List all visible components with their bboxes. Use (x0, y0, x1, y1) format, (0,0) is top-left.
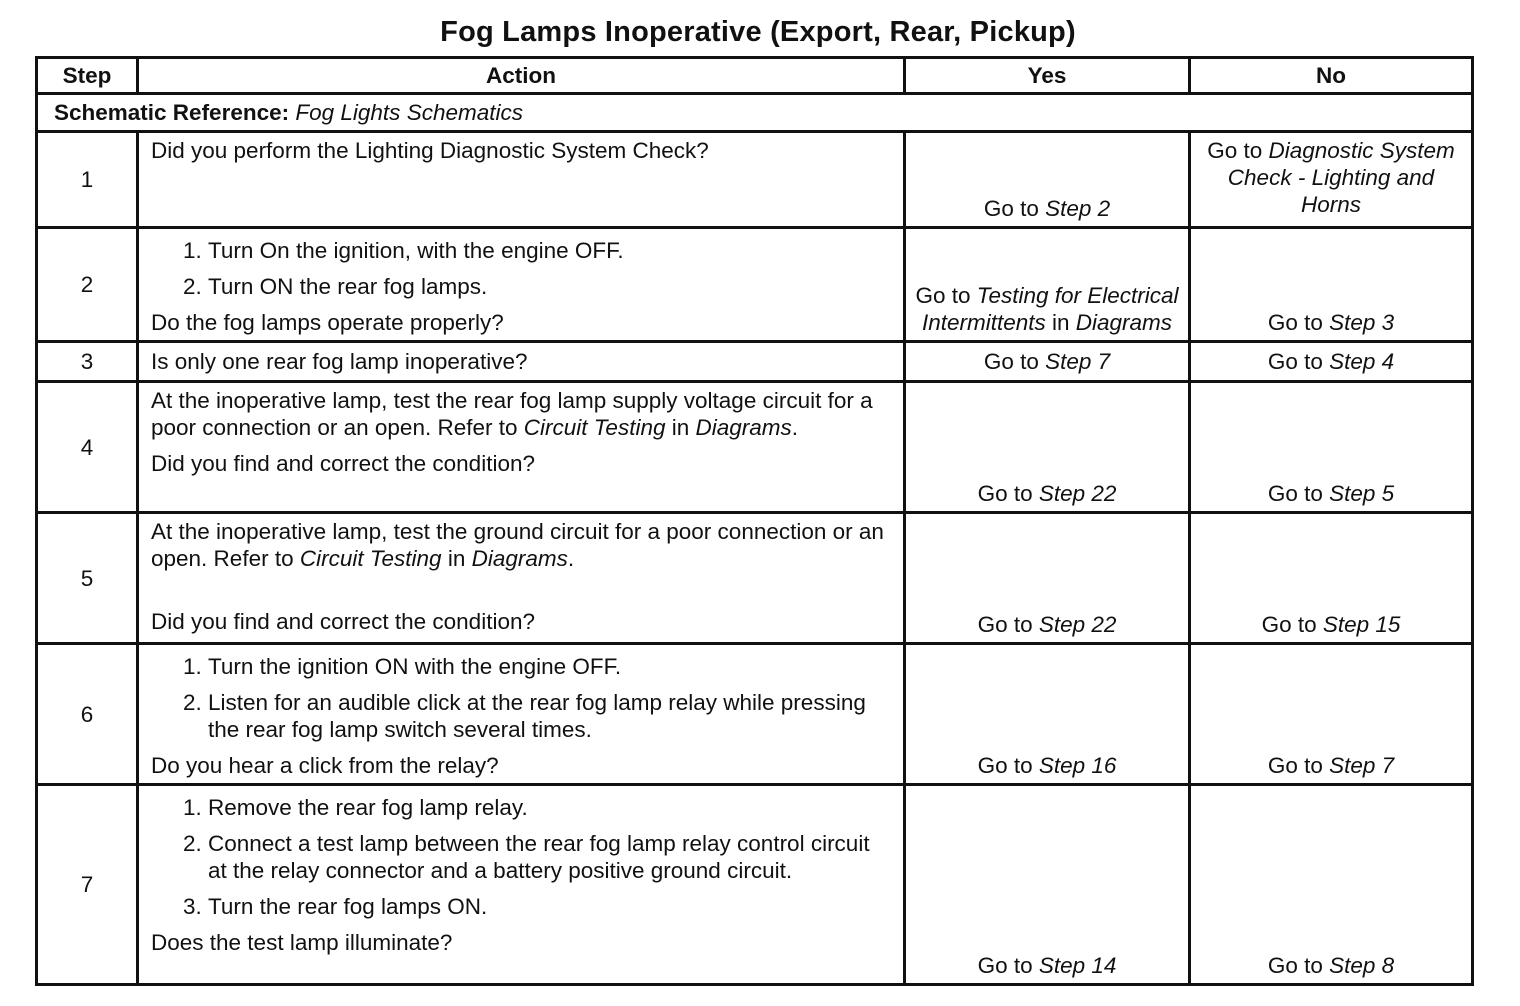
doc-link[interactable]: Circuit Testing (523, 415, 666, 440)
action-text-part: At the inoperative lamp, test the ground circuit for a poor connection or an open. Refer to (151, 519, 884, 571)
action-text-part: . (567, 546, 575, 571)
table-row (37, 513, 1473, 644)
page-title: Fog Lamps Inoperative (Export, Rear, Pickup) (440, 16, 1076, 48)
action-cell (138, 132, 905, 228)
step-number: 3 (37, 342, 138, 382)
goto-prefix: Go to (1261, 612, 1323, 637)
goto-prefix: Go to (1207, 138, 1269, 163)
doc-link[interactable]: Circuit Testing (299, 546, 442, 571)
table-row (37, 228, 1473, 342)
table-header-row (37, 58, 1473, 94)
goto-prefix: Go to (915, 283, 977, 308)
substep-list (151, 794, 891, 920)
yes-cell (905, 228, 1190, 342)
goto-prefix: Go to (977, 612, 1039, 637)
header-no: No (1190, 58, 1473, 94)
substep: 3. Turn the rear fog lamps ON. (208, 893, 891, 920)
step-number: 5 (37, 513, 138, 644)
table-row (37, 785, 1473, 985)
action-cell (138, 342, 905, 382)
yes-cell (905, 785, 1190, 985)
table-row (37, 644, 1473, 785)
goto-prefix: Go to (977, 481, 1039, 506)
goto-prefix: Go to (1267, 310, 1330, 335)
yes-cell (905, 644, 1190, 785)
goto-prefix: Go to (977, 953, 1039, 978)
goto-prefix: Go to (1267, 953, 1330, 978)
substep-list (151, 653, 891, 743)
goto-prefix: Go to (1267, 349, 1330, 374)
header-action: Action (138, 58, 905, 94)
goto-prefix: Go to (1267, 753, 1330, 778)
goto-link[interactable]: Diagnostic System Check - Lighting and Horns (1227, 138, 1455, 217)
action-text-part: in (665, 415, 696, 440)
step-number: 1 (37, 132, 138, 228)
goto-link[interactable]: Step 5 (1329, 481, 1395, 506)
schematic-reference-row (37, 94, 1473, 132)
action-cell (138, 513, 905, 644)
goto-link[interactable]: Step 7 (1329, 753, 1395, 778)
substep: 1. Turn the ignition ON with the engine OFF. (208, 653, 891, 680)
schematic-reference-label: Schematic Reference: (54, 100, 290, 125)
no-cell (1190, 132, 1473, 228)
action-text-part: . (791, 415, 799, 440)
substep: 2. Connect a test lamp between the rear fog lamp relay control circuit at the relay connector and a battery positive ground circuit. (208, 830, 891, 884)
action-text (151, 387, 891, 441)
goto-in: in (1045, 310, 1076, 335)
substep: 2. Listen for an audible click at the rear fog lamp relay while pressing the rear fog lamp switch several times. (208, 689, 891, 743)
goto-prefix: Go to (983, 349, 1046, 374)
step-number: 7 (37, 785, 138, 985)
action-question: Did you find and correct the condition? (151, 451, 535, 476)
step-number: 2 (37, 228, 138, 342)
yes-cell (905, 513, 1190, 644)
goto-prefix: Go to (977, 753, 1039, 778)
action-question: Did you find and correct the condition? (151, 609, 535, 634)
substep-list (151, 237, 891, 300)
header-yes: Yes (905, 58, 1190, 94)
step-number: 6 (37, 644, 138, 785)
step-number: 4 (37, 382, 138, 513)
goto-link[interactable]: Step 14 (1038, 953, 1117, 978)
substep: 2. Turn ON the rear fog lamps. (208, 273, 891, 300)
no-cell (1190, 644, 1473, 785)
yes-cell (905, 342, 1190, 382)
goto-link[interactable]: Step 16 (1038, 753, 1117, 778)
goto-prefix: Go to (1267, 481, 1330, 506)
goto-link[interactable]: Step 4 (1329, 349, 1395, 374)
action-question: Do the fog lamps operate properly? (151, 310, 504, 335)
goto-link[interactable]: Step 22 (1038, 481, 1117, 506)
yes-cell (905, 132, 1190, 228)
substep: 1. Turn On the ignition, with the engine OFF. (208, 237, 891, 264)
goto-link[interactable]: Step 7 (1045, 349, 1111, 374)
action-cell (138, 785, 905, 985)
substep: 1. Remove the rear fog lamp relay. (208, 794, 891, 821)
table-row (37, 382, 1473, 513)
goto-link[interactable]: Testing for Electrical Intermittents (921, 283, 1179, 335)
schematic-reference (37, 94, 1473, 132)
no-cell (1190, 228, 1473, 342)
action-cell (138, 228, 905, 342)
action-text-part: At the inoperative lamp, test the rear fog lamp supply voltage circuit for a poor connection or an open. Refer to (151, 388, 873, 440)
goto-link[interactable]: Step 3 (1329, 310, 1395, 335)
goto-link[interactable]: Step 22 (1038, 612, 1117, 637)
no-cell (1190, 513, 1473, 644)
action-cell (138, 382, 905, 513)
action-text-part: in (441, 546, 472, 571)
no-cell (1190, 785, 1473, 985)
action-text: Is only one rear fog lamp inoperative? (151, 349, 528, 374)
no-cell (1190, 382, 1473, 513)
table-row (37, 132, 1473, 228)
yes-cell (905, 382, 1190, 513)
diagnostic-table (35, 56, 1474, 986)
goto-prefix: Go to (983, 196, 1046, 221)
goto-link[interactable]: Step 15 (1322, 612, 1401, 637)
doc-link[interactable]: Diagrams (471, 546, 568, 571)
goto-link[interactable]: Diagrams (1075, 310, 1173, 335)
goto-link[interactable]: Step 2 (1045, 196, 1111, 221)
action-text (151, 518, 891, 572)
table-row (37, 342, 1473, 382)
doc-link[interactable]: Diagrams (695, 415, 792, 440)
schematic-reference-link[interactable]: Fog Lights Schematics (295, 100, 523, 125)
action-cell (138, 644, 905, 785)
action-question: Do you hear a click from the relay? (151, 753, 499, 778)
no-cell (1190, 342, 1473, 382)
goto-link[interactable]: Step 8 (1329, 953, 1395, 978)
header-step: Step (37, 58, 138, 94)
action-text: Did you perform the Lighting Diagnostic System Check? (151, 138, 709, 163)
action-question: Does the test lamp illuminate? (151, 930, 453, 955)
